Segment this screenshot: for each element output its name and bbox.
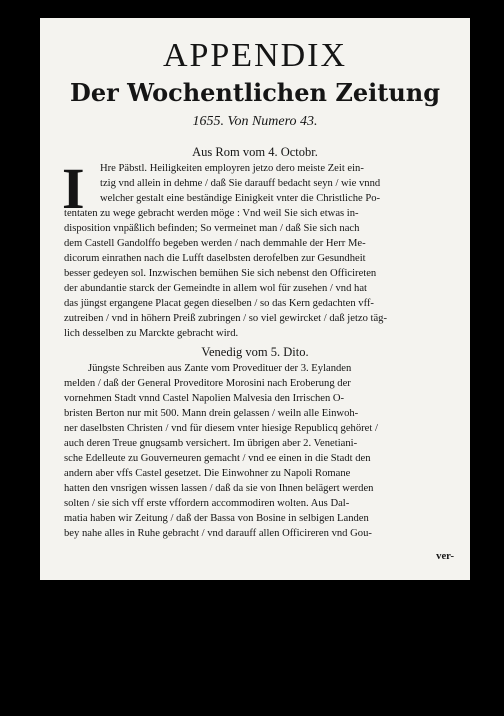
rome-text-line: zutreiben / vnd in höhern Preiß zubringen / so viel gewircket / daß jetzo täg- bbox=[64, 313, 388, 324]
rome-text-line: der abundantie starck der Gemeindte in allem wol für zusehen / vnd hat bbox=[64, 283, 367, 294]
venice-text-line: auch deren Treue gnugsamb versichert. Im übrigen aber 2. Venetiani- bbox=[64, 438, 358, 449]
rome-text-line: tentaten zu wege gebracht werden möge : Vnd weil Sie sich etwas in- bbox=[64, 208, 359, 219]
rome-text-line: dicorum einrathen nach die Lufft daselbsten derofelben zur Gesundheit bbox=[64, 253, 366, 264]
rome-text-line: disposition vnpäßlich befinden; So vermeinet man / daß Sie sich nach bbox=[64, 223, 360, 234]
rome-text-line: Hre Päbstl. Heiligkeiten employren jetzo dero meiste Zeit ein- bbox=[100, 163, 364, 174]
venice-text-line: bey nahe alles in Ruhe gebracht / vnd darauff allen Officireren vnd Gou- bbox=[64, 528, 372, 539]
issue-number: 1655. Von Numero 43. bbox=[192, 114, 318, 129]
venice-text-line: bristen Berton nur mit 500. Mann drein gelassen / weiln alle Einwoh- bbox=[64, 408, 359, 419]
venice-text-line: ner daselbsten Christen / vnd für diesem vnter hiesige Republicq gehöret / bbox=[64, 423, 378, 434]
appendix-title: APPENDIX bbox=[162, 37, 348, 74]
rome-text-line: besser gedeyen sol. Inzwischen bemühen Sie sich nebenst den Officireten bbox=[64, 268, 377, 279]
drop-cap-initial: I bbox=[62, 156, 85, 221]
rome-text-line: dem Castell Gandolffo begeben werden / nach demmahle der Herr Me- bbox=[64, 238, 366, 249]
venice-text-line: melden / daß der General Proveditore Morosini nach Eroberung der bbox=[64, 378, 351, 389]
venice-text-line: matia haben wir Zeitung / daß der Bassa von Bosine in selbigen Landen bbox=[64, 513, 369, 524]
dark-photo-border bbox=[0, 580, 504, 716]
dateline-rome: Aus Rom vom 4. Octobr. bbox=[192, 145, 318, 159]
venice-text-line: hatten den vnsrigen wissen lassen / daß da sie von Ihnen belägert werden bbox=[64, 483, 374, 494]
dateline-venice: Venedig vom 5. Dito. bbox=[201, 345, 309, 359]
catchword: ver- bbox=[436, 551, 454, 562]
rome-text-line: das jüngst ergangene Placat gegen dieselben / so das Kern gedachten vff- bbox=[64, 298, 374, 309]
venice-text-line: sche Edelleute zu Gouverneuren gemacht / vnd ee einen in die Stadt den bbox=[64, 453, 371, 464]
venice-text-line: andern aber vffs Castel gesetzet. Die Einwohner zu Napoli Romane bbox=[64, 468, 351, 479]
newspaper-name: Der Wochentlichen Zeitung bbox=[70, 78, 440, 107]
venice-text-line: solten / sie sich vff erste vffordern accommodiren wolten. Aus Dal- bbox=[64, 498, 350, 509]
venice-text-line: Jüngste Schreiben aus Zante vom Provedituer der 3. Eylanden bbox=[88, 363, 352, 374]
venice-text-line: vornehmen Stadt vnnd Castel Napolien Malvesia den Irrischen O- bbox=[64, 393, 345, 404]
rome-text-line: welcher gestalt eine beständige Einigkeit vnter die Christliche Po- bbox=[100, 193, 381, 204]
rome-text-line: lich desselben zu Marckte gebracht wird. bbox=[64, 328, 239, 339]
rome-text-line: tzig vnd allein in dehme / daß Sie darauff bedacht seyn / wie vnnd bbox=[100, 178, 381, 189]
newspaper-page bbox=[40, 18, 470, 580]
